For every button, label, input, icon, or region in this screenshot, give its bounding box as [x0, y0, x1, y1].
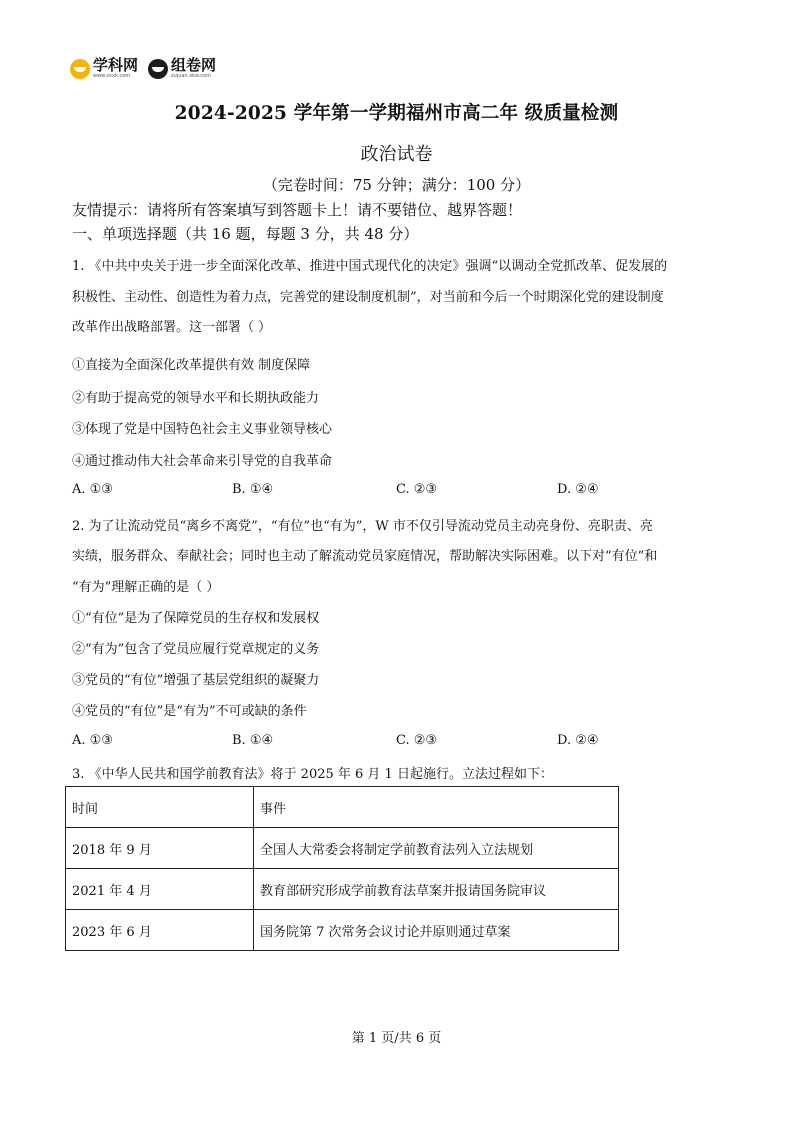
table-row — [66, 828, 619, 869]
exam-title: 2024-2025 学年第一学期福州市高二年 级质量检测 — [174, 103, 619, 124]
question-1-stem: 积极性、主动性、创造性为着力点，完善党的建设制度机制”，对当前和今后一个时期深化党的建设制度 — [72, 290, 664, 305]
table-cell-time: 2023 年 6 月 — [66, 910, 254, 951]
logo-name: 学科网 — [93, 56, 139, 74]
graduation-cap-icon — [148, 59, 168, 79]
question-1-stem: 1. 《中共中央关于进一步全面深化改革、推进中国式现代化的决定》强调“以调动全党抓改革、促发展的 — [72, 259, 668, 274]
question-1-stem: 改革作出战略部署。这一部署（ ） — [72, 320, 272, 335]
table-cell-time: 2021 年 4 月 — [66, 869, 254, 910]
table-cell-event: 国务院第 7 次常务会议讨论并原则通过草案 — [254, 910, 619, 951]
section-heading: 一、单项选择题（共 16 题，每题 3 分，共 48 分） — [72, 225, 419, 243]
question-2-stem: “有为”理解正确的是（ ） — [72, 580, 220, 595]
question-2-stem: 实绩，服务群众、奉献社会；同时也主动了解流动党员家庭情况，帮助解决实际困难。以下对“有位”和 — [72, 549, 658, 564]
table-header-event: 事件 — [254, 787, 619, 828]
question-2-option: ③党员的“有位”增强了基层党组织的凝聚力 — [72, 673, 320, 688]
page-footer: 第 1 页/共 6 页 — [351, 1031, 442, 1046]
logo-url: www.zxxk.com — [93, 73, 131, 79]
question-2-option: ②“有为”包含了党员应履行党章规定的义务 — [72, 642, 320, 657]
graduation-cap-icon — [70, 59, 90, 79]
question-1-option: ④通过推动伟大社会革命来引导党的自我革命 — [72, 454, 333, 469]
choice-b: B. ①④ — [232, 482, 274, 497]
exam-meta: （完卷时间：75 分钟；满分：100 分） — [262, 176, 531, 194]
choice-b: B. ①④ — [232, 733, 274, 748]
choice-a: A. ①③ — [72, 482, 113, 497]
choice-c: C. ②③ — [396, 733, 438, 748]
question-2-stem: 2. 为了让流动党员“离乡不离党”，“有位”也“有为”，W 市不仅引导流动党员主动亮身份、亮职责、亮 — [72, 519, 653, 534]
table-cell-event: 全国人大常委会将制定学前教育法列入立法规划 — [254, 828, 619, 869]
legislation-timeline-table — [65, 786, 619, 951]
logo-name: 组卷网 — [171, 56, 217, 74]
table-cell-event: 教育部研究形成学前教育法草案并报请国务院审议 — [254, 869, 619, 910]
choice-d: D. ②④ — [557, 482, 599, 497]
table-header-row — [66, 787, 619, 828]
choice-c: C. ②③ — [396, 482, 438, 497]
logo-url: zujuan.xkw.com — [171, 73, 211, 79]
header-logos — [70, 58, 216, 79]
table-header-time: 时间 — [66, 787, 254, 828]
question-1-option: ②有助于提高党的领导水平和长期执政能力 — [72, 391, 320, 406]
question-2-option: ④党员的“有位”是“有为”不可或缺的条件 — [72, 704, 307, 719]
zxxk-logo[interactable] — [70, 58, 138, 79]
choice-a: A. ①③ — [72, 733, 113, 748]
question-1-option: ①直接为全面深化改革提供有效 制度保障 — [72, 358, 311, 373]
exam-subtitle: 政治试卷 — [360, 144, 433, 165]
table-cell-time: 2018 年 9 月 — [66, 828, 254, 869]
table-row — [66, 910, 619, 951]
zujuan-logo[interactable] — [148, 58, 216, 79]
table-row — [66, 869, 619, 910]
friendly-tip: 友情提示：请将所有答案填写到答题卡上！请不要错位、越界答题！ — [72, 201, 523, 219]
question-3-stem: 3. 《中华人民共和国学前教育法》将于 2025 年 6 月 1 日起施行。立法过程如下： — [72, 767, 553, 782]
question-2-option: ①“有位”是为了保障党员的生存权和发展权 — [72, 611, 320, 626]
choice-d: D. ②④ — [557, 733, 599, 748]
question-1-option: ③体现了党是中国特色社会主义事业领导核心 — [72, 422, 333, 437]
